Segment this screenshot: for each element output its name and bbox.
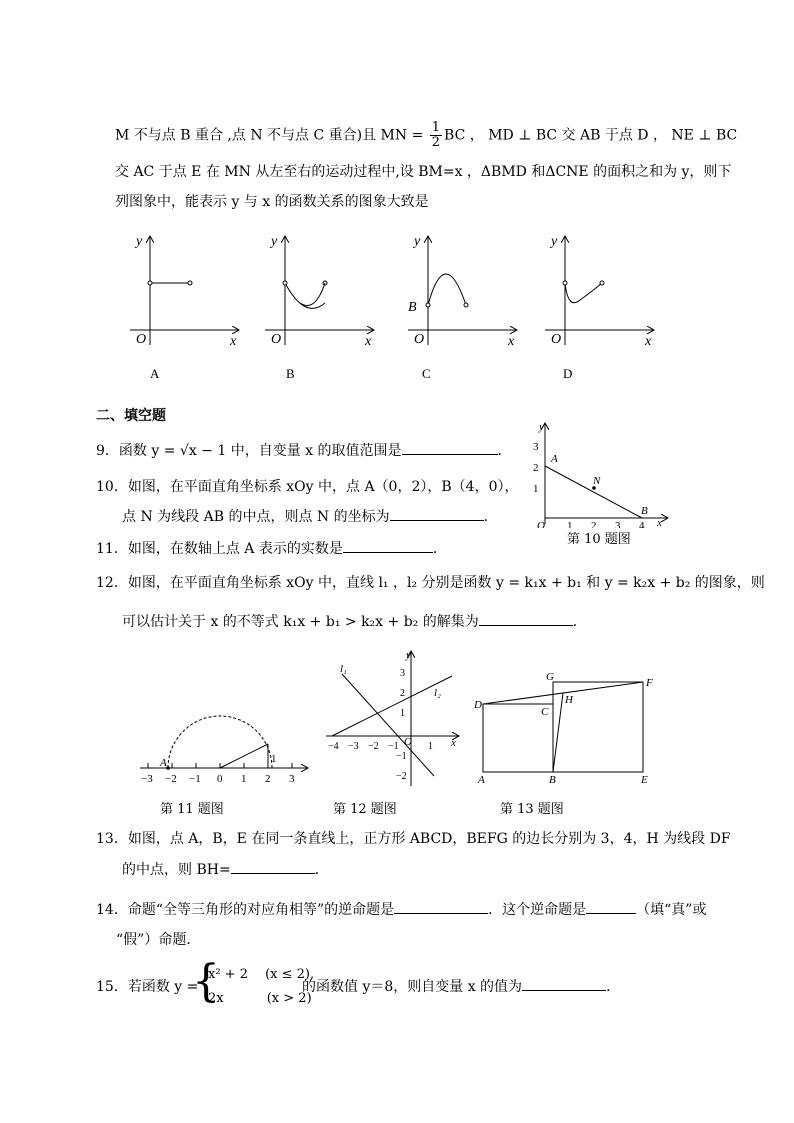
option-b-origin: O <box>271 332 282 347</box>
q11-end: ． <box>432 541 447 557</box>
fig10-label-o: O <box>537 520 545 528</box>
option-b-x-label: x <box>365 334 372 349</box>
fig11-tick-1: 1 <box>241 773 247 785</box>
fig12-xtick-1: 1 <box>428 741 433 752</box>
segment-bh <box>553 693 563 772</box>
fig12-ytick-m2: −2 <box>396 771 407 782</box>
option-d-label: D <box>563 366 573 381</box>
fig12-ytick-3: 3 <box>400 668 405 679</box>
q8-frac-num: 1 <box>431 120 441 135</box>
option-c-y-label: y <box>414 234 421 249</box>
q10-line1: 10．如图，在平面直角坐标系 xOy 中，点 A（0，2），B（4，0）， <box>96 479 519 495</box>
q14-answer-blank-2[interactable] <box>586 899 636 914</box>
option-b-label: B <box>286 366 295 381</box>
q15-after <box>302 976 620 996</box>
q8-option-graphs <box>110 225 670 390</box>
fig12-xtick-m3: −3 <box>348 741 359 752</box>
q15-case1: x² + 2 (x ≤ 2), <box>208 967 315 982</box>
q8-text-part2: BC ， MD ⊥ BC 交 AB 于点 D ， NE ⊥ BC <box>444 127 738 144</box>
option-a-label: A <box>150 366 160 381</box>
fig11-tick-3: 3 <box>289 773 295 785</box>
q14-line2: “假”）命题． <box>116 932 201 948</box>
fig12-xtick-m4: −4 <box>328 741 339 752</box>
fig12-label-x: x <box>451 737 456 749</box>
q13-text: 的中点，则 BH= <box>122 862 231 878</box>
fig10-label-x: x <box>657 517 662 528</box>
option-a-y-label: y <box>136 234 143 249</box>
q14-text-c: （填“真”或 <box>636 902 707 918</box>
fig10-xtick-3: 3 <box>615 520 621 528</box>
q11-answer-blank[interactable] <box>343 538 433 553</box>
fig13-label-f: F <box>646 677 653 689</box>
fig13-label-b: B <box>549 774 556 786</box>
fig12-ytick-m1: −1 <box>396 751 407 762</box>
option-c-x-label: x <box>508 334 515 349</box>
line-l2 <box>332 676 452 736</box>
q14-line1 <box>96 899 706 919</box>
fig12-xtick-m2: −2 <box>368 741 379 752</box>
fig11-tick-m2: −2 <box>165 773 177 785</box>
q9 <box>96 440 512 460</box>
q14-answer-blank-1[interactable] <box>394 899 488 914</box>
q10-end: ． <box>483 509 498 525</box>
figure-12-caption: 第 12 题图 <box>333 802 397 817</box>
fig11-tick-2: 2 <box>265 773 271 785</box>
fig10-ytick-1: 1 <box>533 483 539 495</box>
fig11-tick-0: 0 <box>217 773 223 785</box>
fig10-label-a: A <box>551 453 558 465</box>
fig12-label-l2: l₂ <box>434 687 441 699</box>
q12-line2 <box>122 611 587 631</box>
q8-line3: 列图象中，能表示 y 与 x 的函数关系的图象大致是 <box>115 194 429 210</box>
q8-line2: 交 AC 于点 E 在 MN 从左至右的运动过程中,设 BM=x ，ΔBMD 和ΔCNE 的面积之和为 y，则下 <box>115 164 732 180</box>
fig11-tick-m3: −3 <box>141 773 153 785</box>
q12-answer-blank[interactable] <box>479 611 573 626</box>
option-d-x-label: x <box>645 334 652 349</box>
piecewise-brace: { <box>192 956 220 1007</box>
fig10-label-y: y <box>539 421 544 433</box>
q10-line2 <box>122 506 498 526</box>
line-l1 <box>342 674 434 776</box>
q9-end: ． <box>497 443 512 459</box>
figure-11 <box>135 690 310 785</box>
fig10-xtick-2: 2 <box>591 520 597 528</box>
option-b-y-label: y <box>271 234 278 249</box>
figure-11-caption: 第 11 题图 <box>160 802 224 817</box>
fig12-ytick-1: 1 <box>400 708 405 719</box>
fig13-label-c: C <box>541 706 549 718</box>
fig10-xtick-4: 4 <box>639 520 645 528</box>
figure-10-caption: 第 10 题图 <box>567 532 631 547</box>
option-c-b-mark: B <box>408 300 417 315</box>
q15-answer-blank[interactable] <box>522 976 606 991</box>
figure-13-caption: 第 13 题图 <box>500 802 564 817</box>
q11-text: 11．如图，在数轴上点 A 表示的实数是 <box>96 541 343 557</box>
fig13-label-h: H <box>565 694 573 706</box>
q8-fraction <box>430 121 442 150</box>
figure-10 <box>525 418 675 528</box>
fig10-label-n: N <box>593 475 601 487</box>
q13-line2 <box>122 859 329 879</box>
fig10-xtick-1: 1 <box>567 520 573 528</box>
q13-line1: 13．如图，点 A，B，E 在同一条直线上，正方形 ABCD，BEFG 的边长分别为 3，4，H 为线段 DF <box>96 831 731 847</box>
q8-text-part1: M 不与点 B 重合 ,点 N 不与点 C 重合)且 MN = <box>115 127 428 144</box>
option-c-graph[interactable] <box>408 234 516 381</box>
q14-text-a: 14．命题“全等三角形的对应角相等”的逆命题是 <box>96 902 395 918</box>
fig10-ytick-3: 3 <box>533 441 539 453</box>
figure-13 <box>470 668 670 788</box>
q12-text: 可以估计关于 x 的不等式 k₁x + b₁ > k₂x + b₂ 的解集为 <box>122 614 479 630</box>
fig11-label-one: 1 <box>271 753 277 765</box>
q15-end: ． <box>606 979 621 995</box>
figure-12 <box>322 646 462 791</box>
q12-end: ． <box>572 614 587 630</box>
fig13-label-e: E <box>641 774 648 786</box>
fig13-label-d: D <box>474 699 482 711</box>
q11 <box>96 538 447 558</box>
fig11-tick-m1: −1 <box>189 773 201 785</box>
q8-frac-den: 2 <box>431 135 441 150</box>
q15-text-post: 的函数值 y＝8，则自变量 x 的值为 <box>302 979 523 995</box>
q14-text-b: ．这个逆命题是 <box>488 902 587 918</box>
option-a-origin: O <box>136 332 147 347</box>
fig12-ytick-2: 2 <box>400 688 405 699</box>
fig10-label-b: B <box>641 505 648 517</box>
q9-answer-blank[interactable] <box>402 440 498 455</box>
fig12-xtick-m1: −1 <box>388 741 399 752</box>
fig13-label-a: A <box>478 774 485 786</box>
segment-ab <box>545 466 642 518</box>
fig12-label-l1: l₁ <box>340 663 347 675</box>
option-c-label: C <box>422 366 431 381</box>
fig10-ytick-2: 2 <box>533 462 539 474</box>
q10-answer-blank[interactable] <box>390 506 484 521</box>
q13-answer-blank[interactable] <box>231 859 315 874</box>
option-d-graph[interactable] <box>545 234 653 381</box>
q12-line1: 12．如图，在平面直角坐标系 xOy 中，直线 l₁ ，l₂ 分别是函数 y = k₁x + b₁ 和 y = k₂x + b₂ 的图象，则 <box>96 575 765 591</box>
option-a-graph[interactable] <box>130 234 238 381</box>
q9-text: 9．函数 y = √x − 1 中，自变量 x 的取值范围是 <box>96 443 402 459</box>
option-d-y-label: y <box>551 234 558 249</box>
option-c-origin: O <box>414 332 425 347</box>
q15-text: 15．若函数 y = <box>96 979 199 995</box>
option-d-origin: O <box>551 332 562 347</box>
fig13-label-g: G <box>546 671 554 683</box>
option-b-graph[interactable] <box>265 234 373 381</box>
option-a-x-label: x <box>230 334 237 349</box>
fig12-label-y: y <box>406 649 411 661</box>
fig11-label-a: A <box>160 757 167 769</box>
section-title: 二、填空题 <box>96 408 166 424</box>
q15-case2: 2x (x > 2) <box>208 991 312 1006</box>
q8-line1 <box>115 121 737 150</box>
fig12-origin: O <box>404 736 412 748</box>
q10-text: 点 N 为线段 AB 的中点，则点 N 的坐标为 <box>122 509 390 525</box>
q13-end: ． <box>314 862 329 878</box>
